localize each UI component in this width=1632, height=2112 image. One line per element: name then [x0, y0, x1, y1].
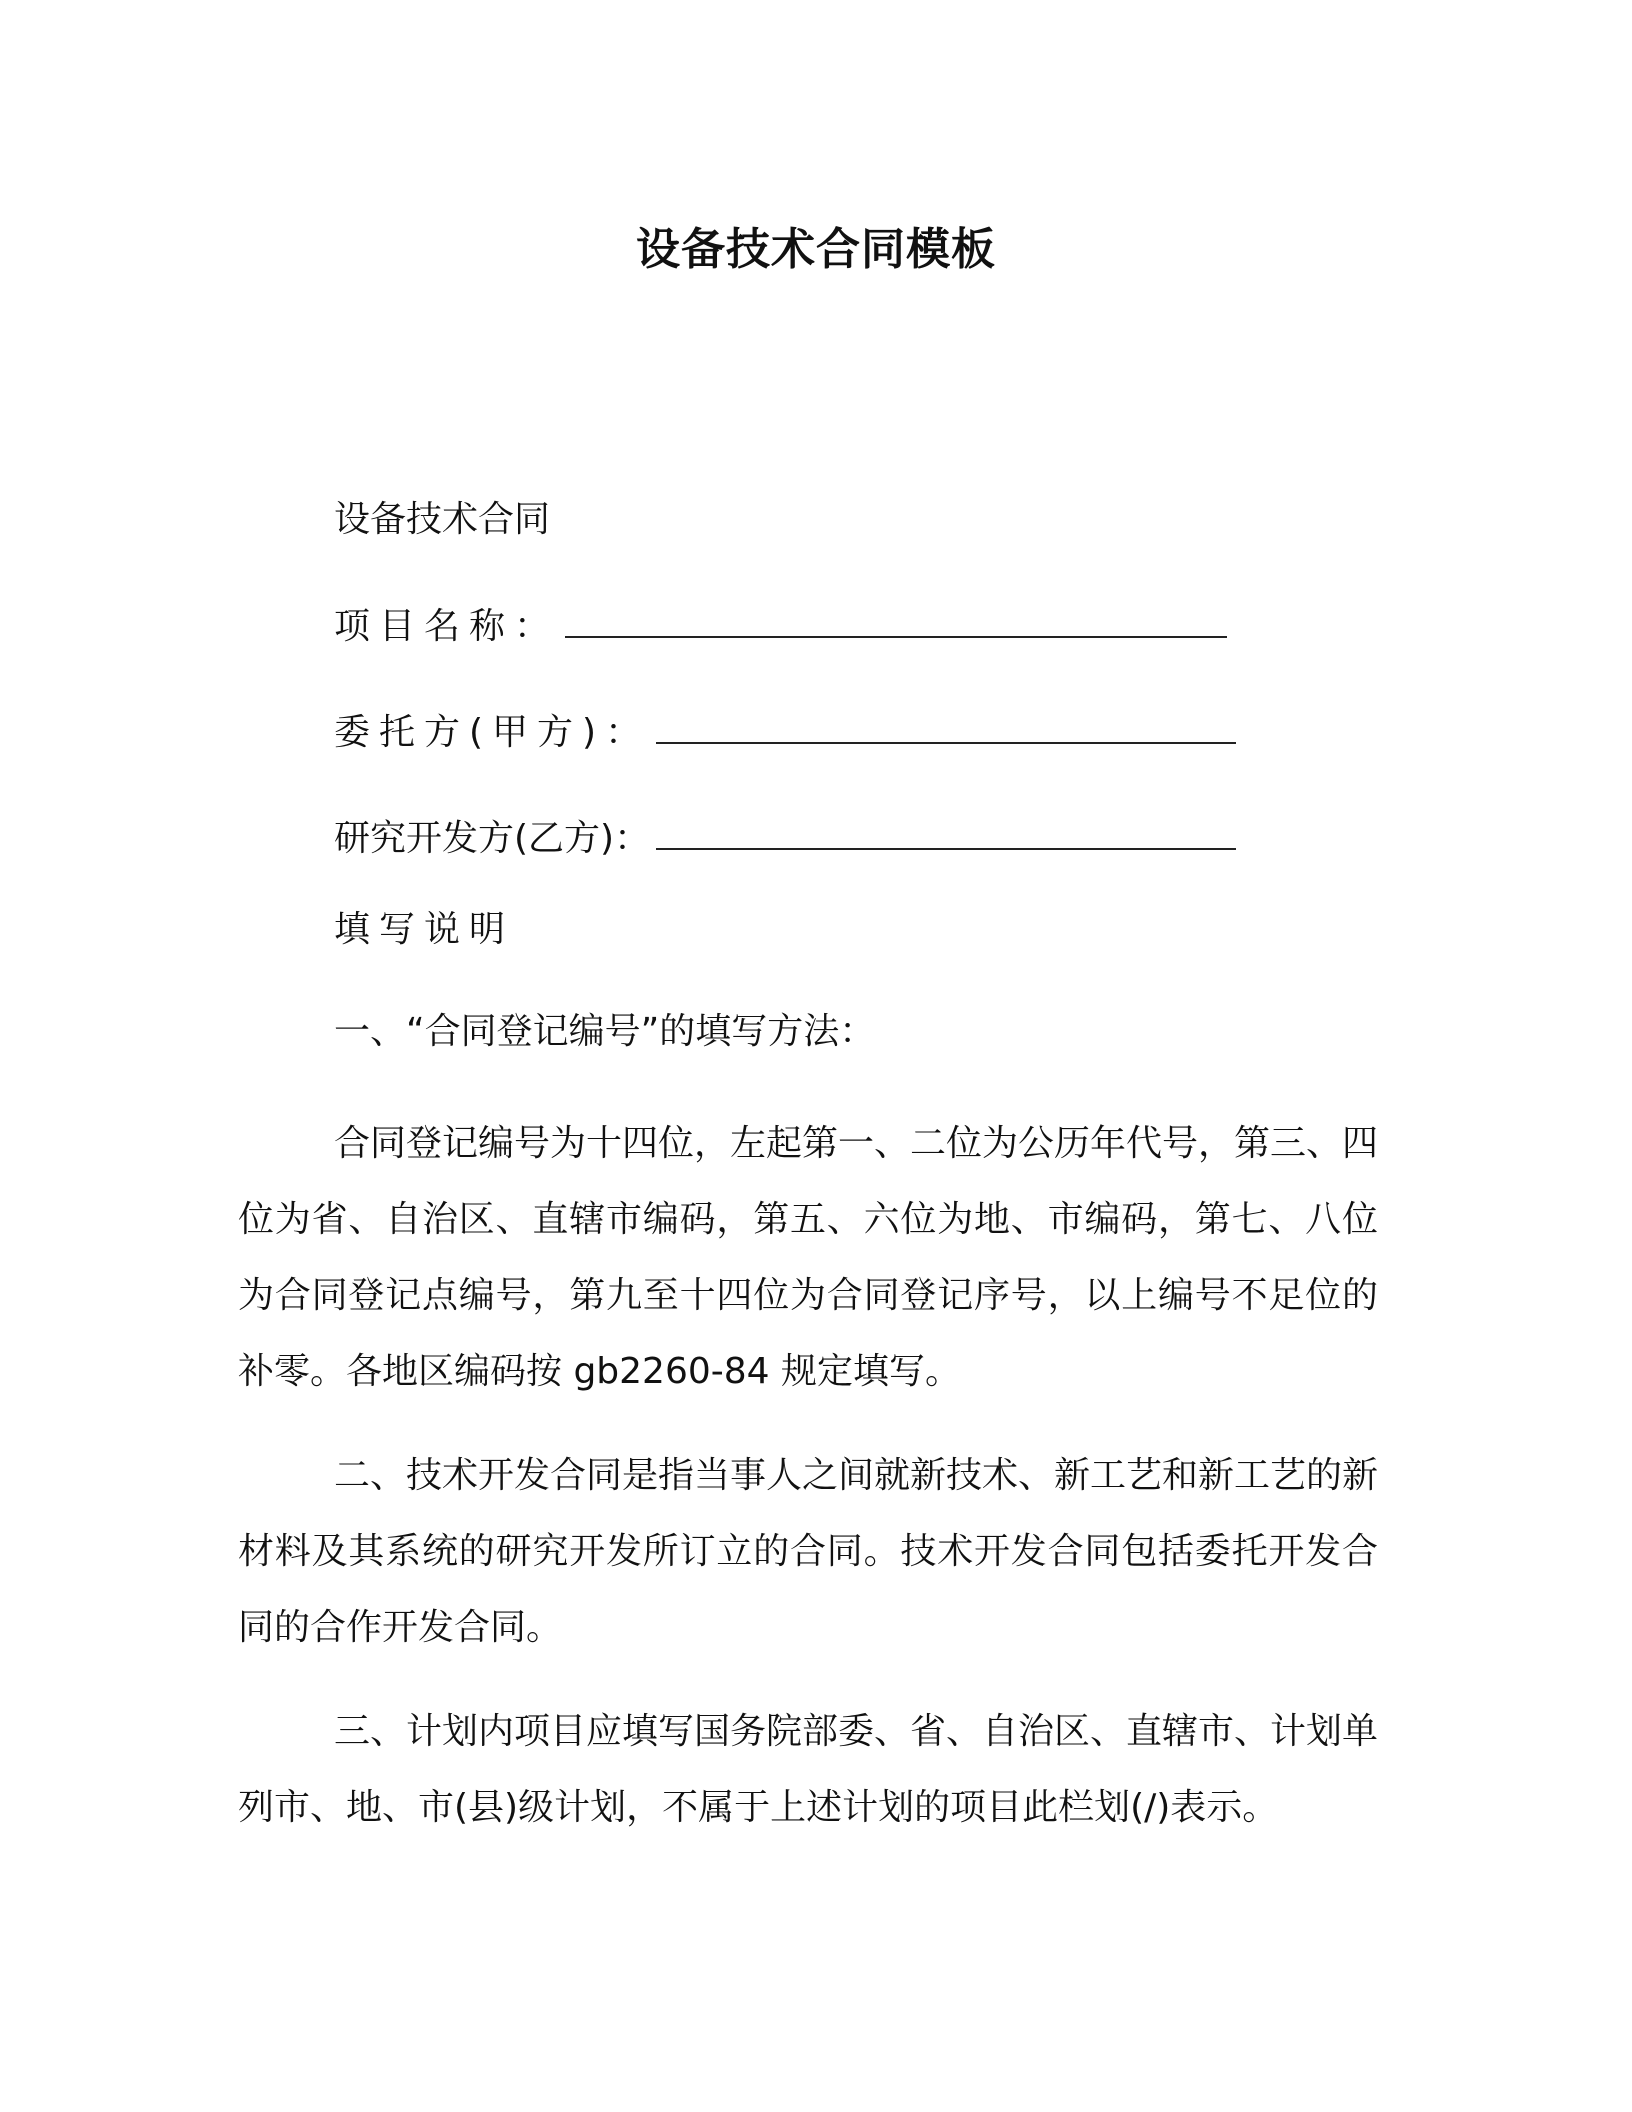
paragraph-tech-development: 二、技术开发合同是指当事人之间就新技术、新工艺和新工艺的新材料及其系统的研究开发所订立的合同。技术开发合同包括委托开发合同的合作开发合同。	[238, 1455, 1379, 1648]
item1-heading: 一、“合同登记编号”的填写方法：	[334, 1011, 876, 1052]
field-developer-label: 研究开发方(乙方)：	[334, 818, 651, 859]
paragraph-planned-project: 三、计划内项目应填写国务院部委、省、自治区、直辖市、计划单列市、地、市(县)级计划，不属于上述计划的项目此栏划(/)表示。	[238, 1711, 1379, 1828]
field-developer-blank[interactable]	[656, 814, 1236, 850]
paragraph-registration-number: 合同登记编号为十四位，左起第一、二位为公历年代号，第三、四位为省、自治区、直辖市编码，第五、六位为地、市编码，第七、八位为合同登记点编号，第九至十四位为合同登记序号，以上编号不足位的补零。各地区编码按 gb2260-84 规定填写。	[238, 1123, 1379, 1392]
document-title: 设备技术合同模板	[636, 224, 996, 275]
field-project-name-blank[interactable]	[565, 602, 1227, 638]
field-developer	[334, 814, 1236, 863]
field-project-name-label: 项目名称：	[334, 606, 560, 647]
field-project-name	[334, 602, 1227, 651]
field-client-blank[interactable]	[656, 708, 1236, 744]
field-client	[334, 708, 1236, 757]
instructions-heading: 填写说明	[334, 909, 515, 950]
contract-subtitle: 设备技术合同	[334, 499, 551, 540]
field-client-label: 委托方(甲方)：	[334, 712, 651, 753]
